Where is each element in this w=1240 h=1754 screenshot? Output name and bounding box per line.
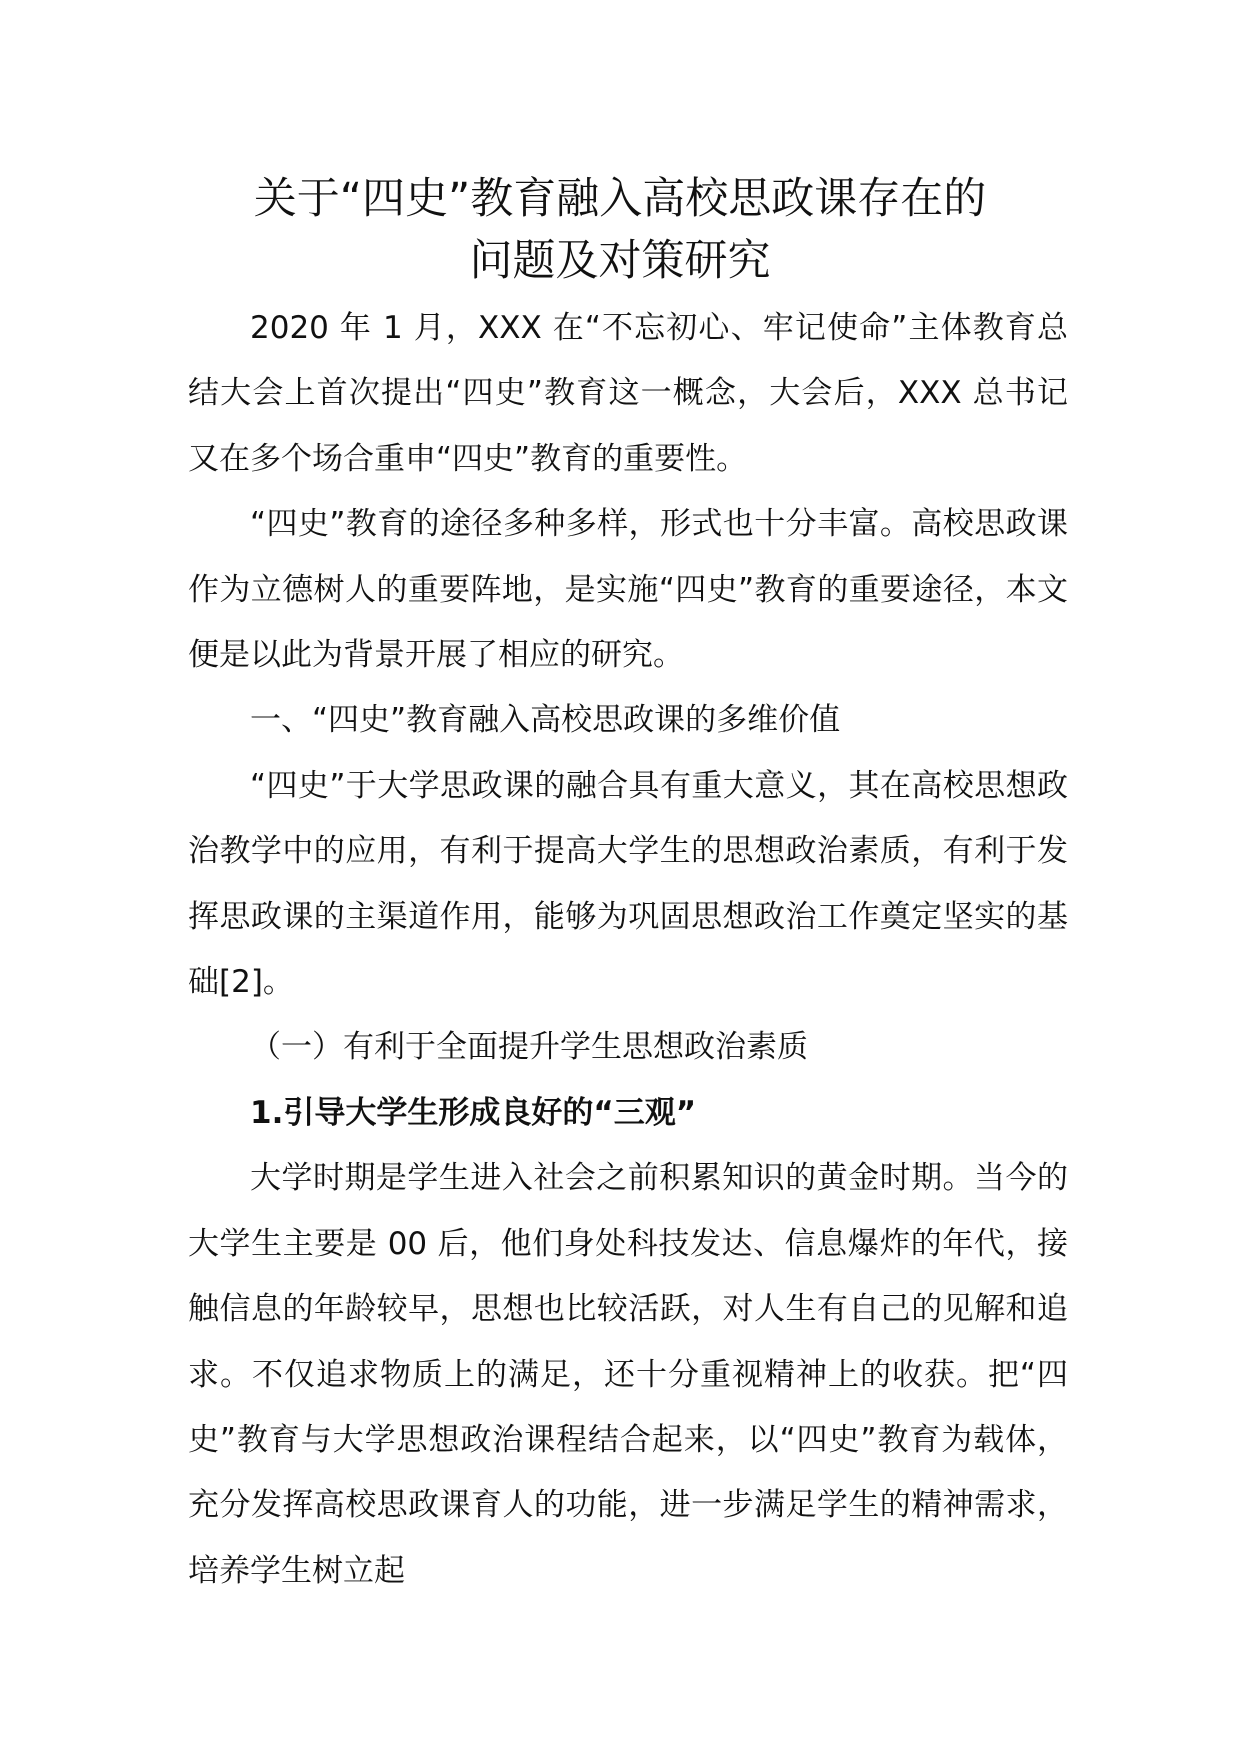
subsection-heading-1: （一）有利于全面提升学生思想政治素质: [250, 1029, 808, 1066]
paragraph-background: “四史”教育的途径多种多样，形式也十分丰富。高校思政课作为立德树人的重要阵地，是实施“四史”教育的重要途径，本文便是以此为背景开展了相应的研究。: [188, 506, 1068, 674]
paragraph-value: “四史”于大学思政课的融合具有重大意义，其在高校思想政治教学中的应用，有利于提高大学生的思想政治素质，有利于发挥思政课的主渠道作用，能够为巩固思想政治工作奠定坚实的基础[2]。: [188, 767, 1068, 1001]
subheading-1-1: 1.引导大学生形成良好的“三观”: [250, 1094, 697, 1131]
section-heading-1: 一、“四史”教育融入高校思政课的多维价值: [250, 702, 841, 739]
document-title: [150, 168, 1090, 292]
paragraph-intro: 2020 年 1 月，XXX 在“不忘初心、牢记使命”主体教育总结大会上首次提出“四史”教育这一概念，大会后，XXX 总书记又在多个场合重申“四史”教育的重要性。: [188, 310, 1068, 477]
paragraph-university-period: 大学时期是学生进入社会之前积累知识的黄金时期。当今的大学生主要是 00 后，他们身处科技发达、信息爆炸的年代，接触信息的年龄较早，思想也比较活跃，对人生有自己的见解和追求。不仅追求物质上的满足，还十分重视精神上的收获。把“四史”教育与大学思想政治课程结合起来，以“四史”教育为载体，充分发挥高校思政课育人的功能，进一步满足学生的精神需求，培养学生树立起: [188, 1160, 1068, 1589]
title-line-2: 问题及对策研究: [469, 236, 771, 286]
document-body: [188, 296, 1068, 1604]
title-line-1: 关于“四史”教育融入高校思政课存在的: [253, 174, 987, 224]
